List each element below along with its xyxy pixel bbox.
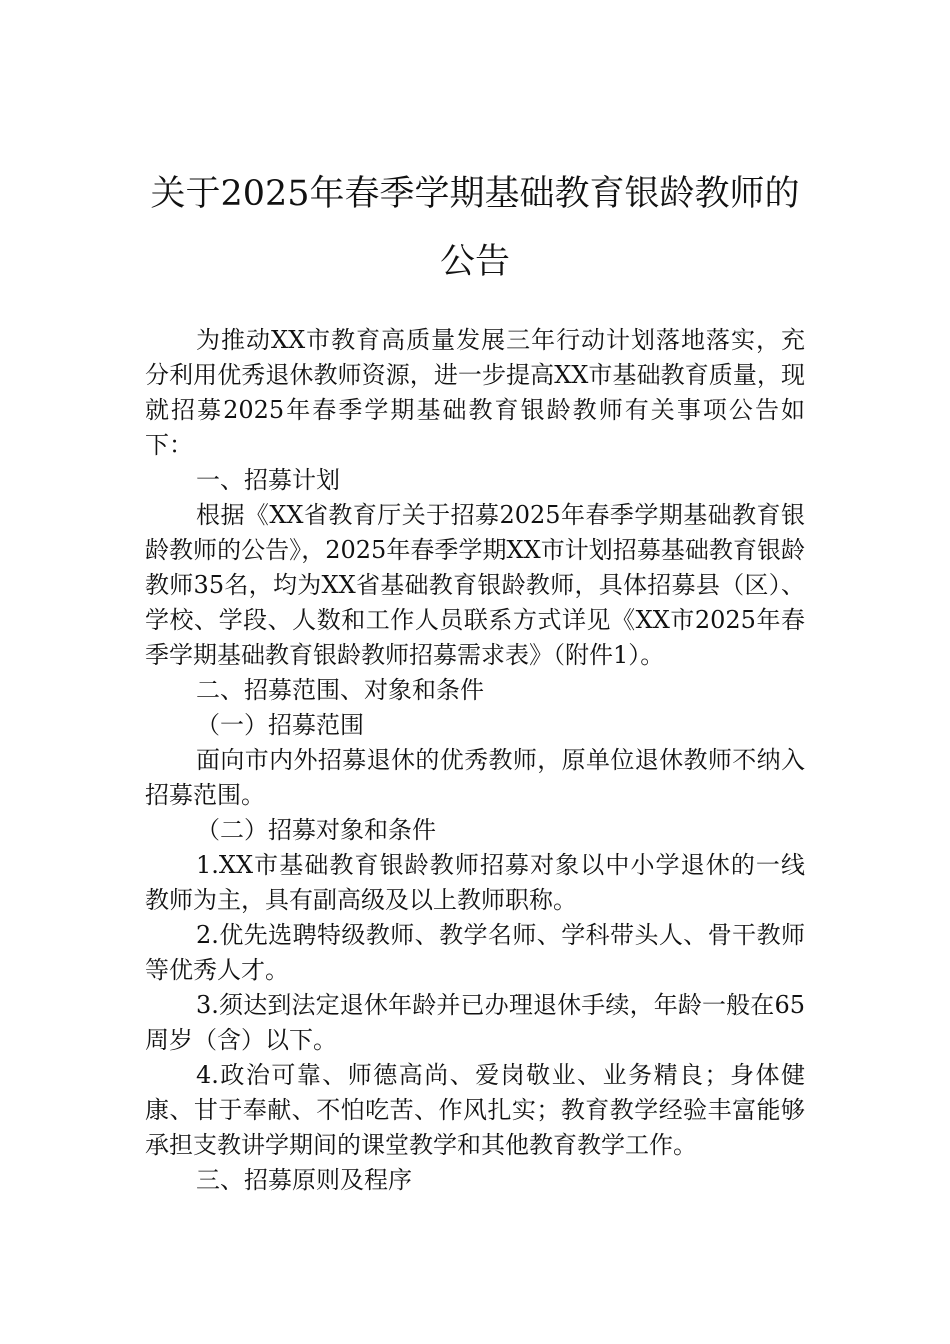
subsection-heading-1: （一）招募范围 [196,711,364,739]
intro-paragraph: 为推动XX市教育高质量发展三年行动计划落地落实，充分利用优秀退休教师资源，进一步提高XX市基础教育质量，现就招募2025年春季学期基础教育银龄教师有关事项公告如下： [145,326,805,459]
condition-item-1: 1.XX市基础教育银龄教师招募对象以中小学退休的一线教师为主，具有副高级及以上教师职称。 [145,851,805,914]
section-heading-1: 一、招募计划 [196,466,340,494]
document-title [120,160,830,296]
condition-item-4: 4.政治可靠、师德高尚、爱岗敬业、业务精良；身体健康、甘于奉献、不怕吃苦、作风扎实；教育教学经验丰富能够承担支教讲学期间的课堂教学和其他教育教学工作。 [145,1061,805,1159]
recruitment-plan-paragraph: 根据《XX省教育厅关于招募2025年春季学期基础教育银龄教师的公告》，2025年春季学期XX市计划招募基础教育银龄教师35名，均为XX省基础教育银龄教师，具体招募县（区）、学校、学段、人数和工作人员联系方式详见《XX市2025年春季学期基础教育银龄教师招募需求表》（附件1）。 [145,501,805,669]
subsection-heading-2: （二）招募对象和条件 [196,816,436,844]
condition-item-2: 2.优先选聘特级教师、教学名师、学科带头人、骨干教师等优秀人才。 [145,921,805,984]
section-heading-3: 三、招募原则及程序 [196,1166,412,1194]
title-line-2: 公告 [439,242,510,282]
title-line-1: 关于2025年春季学期基础教育银龄教师的 [150,174,800,214]
condition-item-3: 3.须达到法定退休年龄并已办理退休手续，年龄一般在65周岁（含）以下。 [145,991,805,1054]
document-body [145,323,805,1198]
section-heading-2: 二、招募范围、对象和条件 [196,676,484,704]
recruitment-scope-paragraph: 面向市内外招募退休的优秀教师，原单位退休教师不纳入招募范围。 [145,746,805,809]
